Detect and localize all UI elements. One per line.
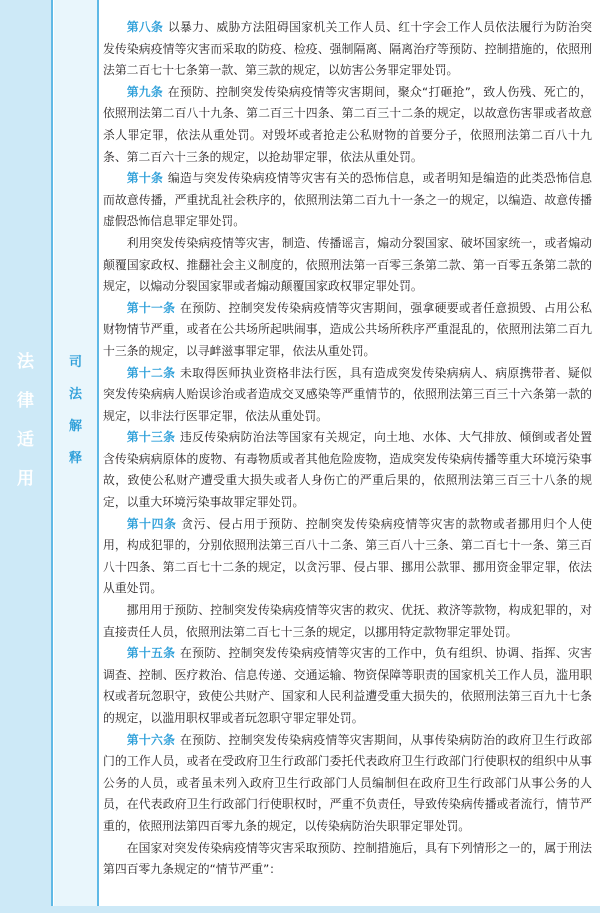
paragraph-text: 在国家对突发传染病疫情等灾害采取预防、控制措施后，具有下列情形之一的，属于刑法第四百零九条规定的“情节严重”： — [103, 840, 592, 877]
subsection-title-char: 解 — [68, 419, 82, 434]
paragraph — [103, 600, 592, 643]
paragraph-text: 在预防、控制突发传染病疫情等灾害期间，强拿硬要或者任意损毁、占用公私财物情节严重，或者在公共场所起哄闹事，造成公共场所秩序严重混乱的，依照刑法第二百九十三条的规定，以寻衅滋事罪定罪，依法从重处罚。 — [103, 300, 593, 358]
paragraph-text: 未取得医师执业资格非法行医，具有造成突发传染病病人、病原携带者、疑似突发传染病病人贻误诊治或者造成交叉感染等严重情节的，依照刑法第三百三十六条第一款的规定，以非法行医罪定罪，依法从重处罚。 — [103, 365, 593, 423]
subsection-title-vertical — [54, 356, 97, 484]
paragraph — [103, 17, 592, 82]
article-label: 第十四条 — [126, 516, 177, 531]
sidebar-divider — [51, 0, 53, 913]
paragraph-text: 在预防、控制突发传染病疫情等灾害期间，聚众“打砸抢”，致人伤残、死亡的，依照刑法第二百八十九条、第二百三十四条、第二百三十二条的规定，以故意伤害罪或者故意杀人罪定罪，依法从重处罚。对毁坏或者抢走公私财物的首要分子，依照刑法第二百八十九条、第二百六十三条的规定，以抢劫罪定罪，依法从重处罚。 — [103, 84, 592, 164]
paragraph — [103, 233, 592, 298]
section-title-vertical — [0, 354, 51, 510]
subsection-title-char: 法 — [68, 387, 82, 402]
article-label: 第十三条 — [126, 430, 176, 445]
section-title-char: 法 — [17, 352, 34, 372]
paragraph-text: 在预防、控制突发传染病疫情等灾害的工作中，负有组织、协调、指挥、灾害调查、控制、医疗救治、信息传递、交通运输、物资保障等职责的国家机关工作人员，滥用职权或者玩忽职守，致使公共财产、国家和人民利益遭受重大损失的，依照刑法第三百九十七条的规定，以滥用职权罪或者玩忽职守罪定罪处罚。 — [103, 646, 593, 725]
paragraph — [103, 730, 592, 838]
paragraph-text: 利用突发传染病疫情等灾害，制造、传播谣言，煽动分裂国家、破坏国家统一，或者煽动颠覆国家政权、推翻社会主义制度的，依照刑法第一百零三条第二款、第一百零五条第二款的规定，以煽动分裂国家罪或者煽动颠覆国家政权罪定罪处罚。 — [103, 235, 592, 294]
paragraph — [103, 82, 592, 168]
paragraph — [103, 643, 592, 729]
paragraph-text: 贪污、侵占用于预防、控制突发传染病疫情等灾害的款物或者挪用归个人使用，构成犯罪的，分别依照刑法第三百八十二条、第三百八十三条、第二百七十一条、第三百八十四条、第二百七十二条的规定，以贪污罪、侵占罪、挪用公款罪、挪用资金罪定罪，依法从重处罚。 — [103, 516, 592, 596]
article-label: 第八条 — [126, 20, 164, 34]
section-title-char: 用 — [17, 469, 34, 489]
paragraph-text: 违反传染病防治法等国家有关规定，向土地、水体、大气排放、倾倒或者处置含传染病病原体的废物、有毒物质或者其他危险废物，造成突发传染病传播等重大环境污染事故，致使公私财产遭受重大损失或者人身伤亡的严重后果的，依照刑法第三百三十八条的规定，以重大环境污染事故罪定罪处罚。 — [103, 430, 593, 510]
paragraph — [103, 363, 592, 428]
section-title-char: 适 — [17, 430, 34, 450]
paragraph — [103, 427, 592, 513]
article-label: 第十二条 — [126, 365, 176, 380]
article-label: 第九条 — [126, 84, 164, 99]
paragraph-text: 编造与突发传染病疫情等灾害有关的恐怖信息，或者明知是编造的此类恐怖信息而故意传播，严重扰乱社会秩序的，依照刑法第二百九十一条之一的规定，以编造、故意传播虚假恐怖信息罪定罪处罚。 — [103, 171, 593, 229]
paragraph — [103, 168, 592, 233]
article-label: 第十五条 — [126, 646, 176, 661]
article-label: 第十条 — [126, 171, 164, 186]
paragraph — [103, 298, 592, 363]
paragraph — [103, 514, 592, 600]
article-label: 第十六条 — [126, 732, 176, 747]
paragraph — [103, 838, 592, 881]
paragraph-text: 在预防、控制突发传染病疫情等灾害期间，从事传染病防治的政府卫生行政部门的工作人员，或者在受政府卫生行政部门委托代表政府卫生行政部门行使职权的组织中从事公务的人员，或者虽未列入政府卫生行政部门人员编制但在政府卫生行政部门从事公务的人员，在代表政府卫生行政部门行使职权时，严重不负责任，导致传染病传播或者流行，情节严重的，依照刑法第四百零九条的规定，以传染病防治失职罪定罪处罚。 — [103, 732, 593, 833]
paragraph-text: 挪用用于预防、控制突发传染病疫情等灾害的救灾、优抚、救济等款物，构成犯罪的，对直接责任人员，依照刑法第二百七十三条的规定，以挪用特定款物罪定罪处罚。 — [103, 603, 592, 639]
subsection-title-char: 司 — [68, 355, 82, 370]
subsection-title-char: 释 — [68, 451, 82, 466]
document-body — [103, 17, 592, 881]
article-label: 第十一条 — [126, 300, 176, 315]
bottom-band — [0, 906, 600, 913]
content-divider — [97, 0, 99, 913]
paragraph-text: 以暴力、威胁方法阻碍国家机关工作人员、红十字会工作人员依法履行为防治突发传染病疫情等灾害而采取的防疫、检疫、强制隔离、隔离治疗等预防、控制措施的，依照刑法第二百七十七条第一款、第三款的规定，以妨害公务罪定罪处罚。 — [103, 20, 593, 78]
section-title-char: 律 — [17, 391, 34, 411]
